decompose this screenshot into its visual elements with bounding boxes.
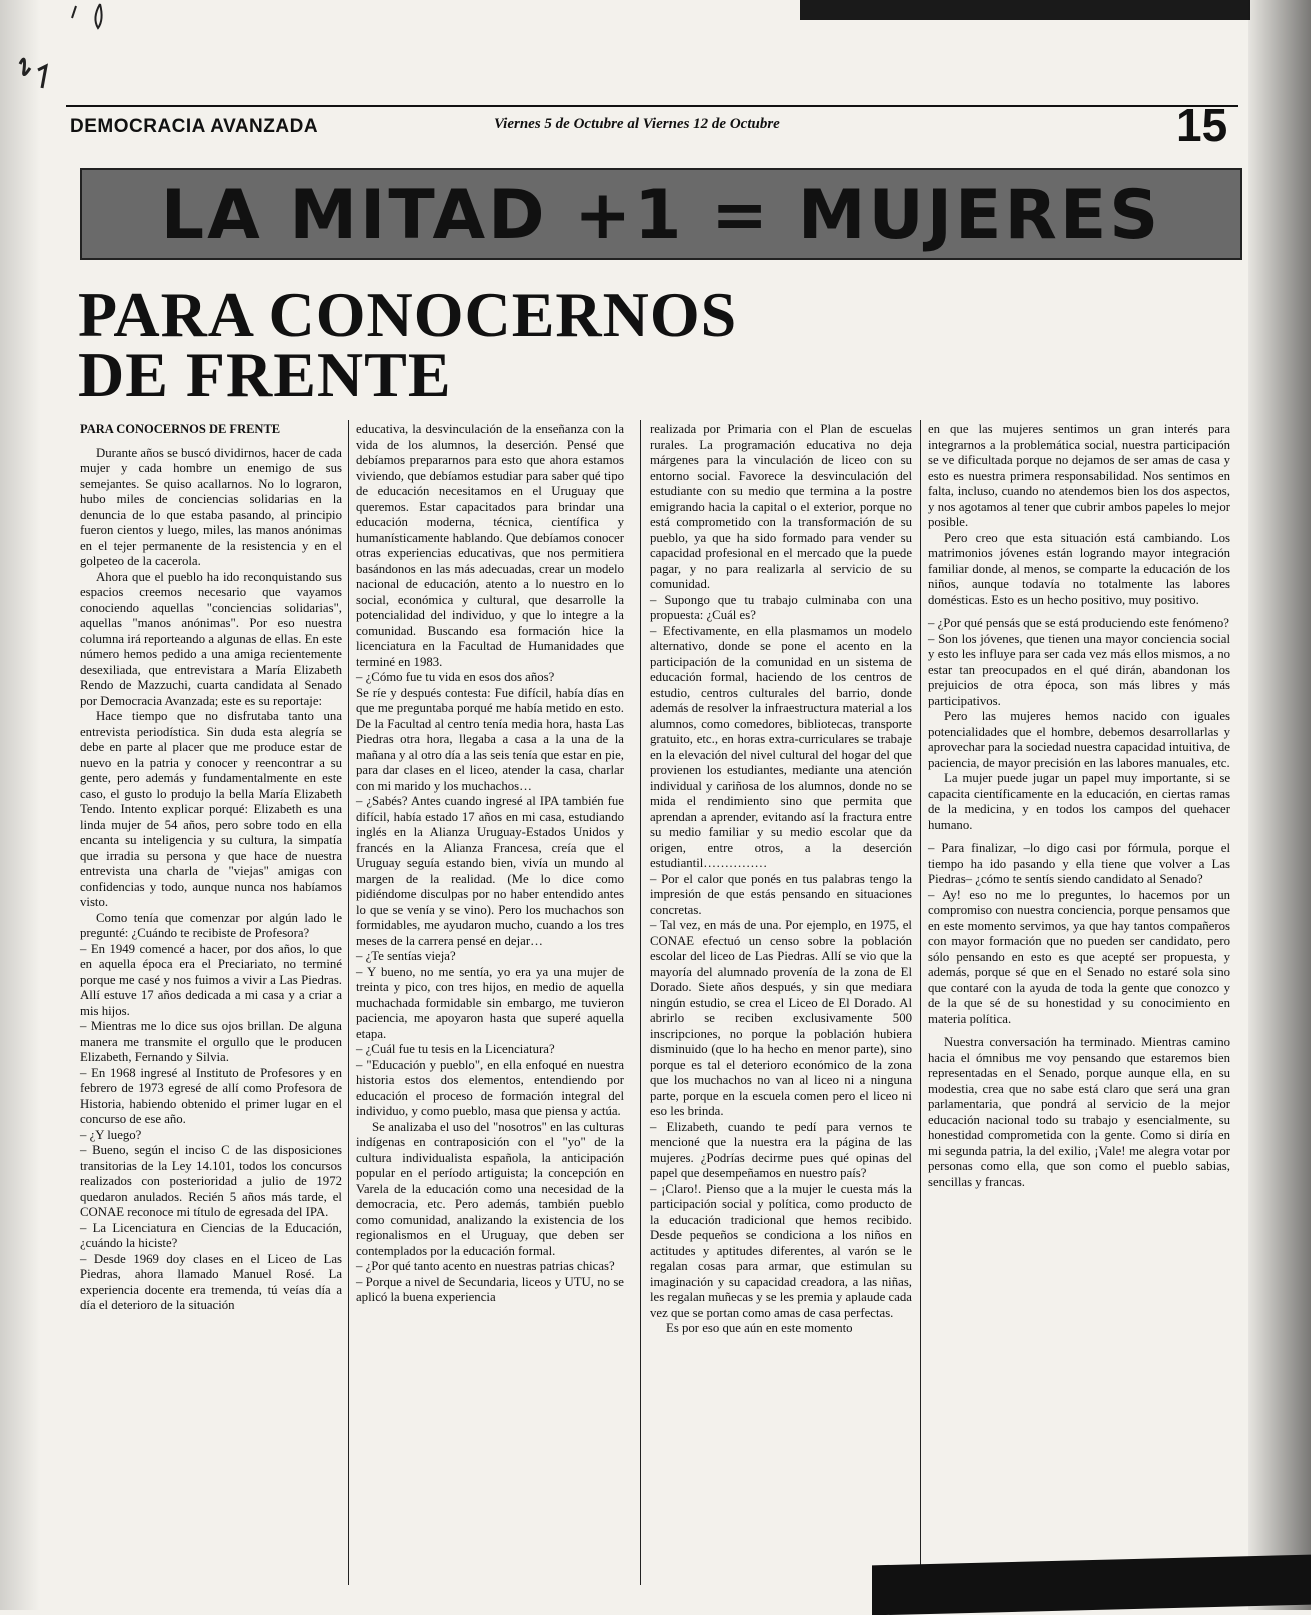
paragraph: – En 1968 ingresé al Instituto de Profesores y en febrero de 1973 egresé de allí como Profesora de Historia, habiendo obtenido el primer lugar en el concurso de ese año. xyxy=(80,1065,342,1126)
paragraph: Hace tiempo que no disfrutaba tanto una entrevista periodística. Sin duda esta alegría se debe en parte al placer que me produce estar de nuevo en la patria y conocer y reencontrar a su gente, pero además y fundamentalmente en este caso, el gusto lo produjo la bella María Elizabeth Tendo. Intento explicar porqué: Elizabeth es una linda mujer de 54 años, pero sobre todo en ella encanta su inteligencia y su cultura, la simpatía que irradia su persona y que hace de nuestra entrevista una charla de "viejas" amigas con confidencias y todo, aunque nunca nos habíamos visto. xyxy=(80,709,342,909)
article-column-3 xyxy=(650,422,912,1337)
paragraph: – ¿Sabés? Antes cuando ingresé al IPA también fue difícil, había estado 17 años en mi casa, estudiando inglés en la Alianza Uruguay-Estados Unidos y francés en la Alianza Francesa, creía que el Uruguay seguía estando bien, vivía un mundo al margen de la realidad. (Me lo dice como pidiéndome disculpas por no haber entendido antes lo que se venía y se vino). Pero los muchachos son formidables, me ayudaron mucho, cuando a los tres meses de la carrera pensé en dejar… xyxy=(356,794,624,948)
paragraph: – Efectivamente, en ella plasmamos un modelo alternativo, donde se pone el acento en la participación de la comunidad en un sistema de educación formal, haciendo de los centros de estudio, centros culturales del barrio, donde además de resolver la infraestructura material a los alumnos, como comedores, bibliotecas, transporte gratuito, etc., en horas extra-curriculares se trabaje en la elevación del nivel cultural del hogar del que provienen los estudiantes, mediante una atención individual y cariñosa de los alumnos, donde no se mida el rendimiento sino que permita que aprendan a aprender, evitando así la fractura entre su medio familiar y su medio escolar que da origen, entre otros, a la deserción estudiantil…………… xyxy=(650,623,912,870)
paragraph: Se analizaba el uso del "nosotros" en las culturas indígenas en contraposición con el "yo" de la cultura individualista española, la anticipación popular en el período artiguista; la concepción en Varela de la educación como una necesidad de la democracia, etc. Pero además, también pueblo como comunidad, analizando la existencia de los regionalismos en el Uruguay, que deben ser contemplados por la educación formal. xyxy=(356,1119,624,1258)
paragraph: – Son los jóvenes, que tienen una mayor conciencia social y esto les influye para ser cada vez más ellos mismos, a no estar tan preocupados en el qué dirán, abandonan los prejuicios de otra época, son más libres y más participativos. xyxy=(928,631,1230,708)
scan-dark-bar xyxy=(872,1555,1311,1615)
paragraph: Es por eso que aún en este momento xyxy=(666,1321,853,1335)
paragraph: – ¿Y luego? xyxy=(80,1127,142,1142)
section-banner xyxy=(80,168,1242,260)
paragraph: – Por el calor que ponés en tus palabras tengo la impresión de que estás pensando en situaciones concretas. xyxy=(650,871,912,917)
scan-dark-strip xyxy=(800,0,1250,20)
paragraph: – Ay! eso no me lo preguntes, lo hacemos por un compromiso con nuestra conciencia, porque pensamos que en este momento servimos, ya que hay tantos compañeros con mayor formación que no pueden ser candidato, pero sólo pensando en esto es que acepté ser propuesta, y además, porque sé que en el Senado no estaré sola sino que contaré con la ayuda de toda la gente que conozco y de la que sé de su honestidad y su conocimiento en materia política. xyxy=(928,887,1230,1026)
article-subhead: PARA CONOCERNOS DE FRENTE xyxy=(80,422,281,436)
paragraph: – En 1949 comencé a hacer, por dos años, lo que en aquella época era el Preciariato, no terminé porque me casé y nos fuimos a vivir a Las Piedras. Allí estuve 17 años dedicada a mi casa y a criar a mis hijos. xyxy=(80,941,342,1018)
issue-date: Viernes 5 de Octubre al Viernes 12 de Octubre xyxy=(494,116,780,132)
paragraph: La mujer puede jugar un papel muy importante, si se capacita científicamente en la educación, en ciertas ramas de la medicina, y en todos los campos del quehacer humano. xyxy=(928,771,1230,832)
paragraph: – Desde 1969 doy clases en el Liceo de Las Piedras, ahora llamado Manuel Rosé. La experiencia docente era tremenda, tú veías día a día el deterioro de la situación xyxy=(80,1251,342,1312)
paragraph: – Tal vez, en más de una. Por ejemplo, en 1975, el CONAE efectuó un censo sobre la población escolar del liceo de Las Piedras. Allí se vio que la mayoría del alumnado provenía de la zona de El Dorado. Siete años después, y sin que mediara ningún estudio, se crea el Liceo de El Dorado. Al abrirlo se reciben exclusivamente 500 inscripciones, no porque la población hubiera disminuido (que lo ha hecho en menor parte), sino porque es tal el deterioro económico de la zona que los muchachos no van al liceo ni a ninguna parte, porque en la escuela comen pero el liceo ni eso les brinda. xyxy=(650,918,912,1118)
paragraph: realizada por Primaria con el Plan de escuelas rurales. La programación educativa no deja márgenes para la vinculación de liceo con su entorno social. Favorece la desvinculación del estudiante con su medio que termina a la postre emigrando hacia la capital o el exterior, porque no está comprometido con la transformación de su pueblo, ya que ha sido formado para vender su capacidad profesional en el mercado que la puede pagar, y no para realizarla al servicio de su comunidad. xyxy=(650,422,912,591)
page-number: 15 xyxy=(1176,99,1228,151)
paragraph: en que las mujeres sentimos un gran interés para integrarnos a la problemática social, nuestra participación se ve dificultada porque no dejamos de ser amas de casa y esto es nuestra primera responsabilidad. Nos sentimos en falta, incluso, cuando no atendemos bien los dos aspectos, y nos agotamos al tener que cubrir ambos papeles lo mejor posible. xyxy=(928,422,1230,529)
paragraph: – La Licenciatura en Ciencias de la Educación, ¿cuándo la hiciste? xyxy=(80,1220,342,1250)
section-banner-title: LA MITAD +1 = MUJERES xyxy=(160,176,1162,255)
paragraph: – Elizabeth, cuando te pedí para vernos te mencioné que la nuestra era la página de las mujeres. ¿Podrías decirme pues qué opinas del papel que desempeñamos en nuestro país? xyxy=(650,1119,912,1180)
paragraph: Nuestra conversación ha terminado. Mientras camino hacia el ómnibus me voy pensando que estaremos bien representadas en el Senado, porque aunque ella, en su modestia, crea que no sabe está claro que será una gran parlamentaria, que pondrá al servicio de la mejor educación nacional todo su trabajo y esencialmente, su honestidad comprometida con la gente. Como si diría en mi segunda patria, la del exilio, ¡Vale! me alegra votar por personas como ella, que son como el pueblo sabias, sencillas y francas. xyxy=(928,1035,1230,1189)
paragraph: Se ríe y después contesta: Fue difícil, había días en que me preguntaba porqué me había metido en esto. De la Facultad al centro tenía media hora, hasta Las Piedras otra hora, llegaba a casa a la una de la mañana y al otro día a las seis tenía que estar en pie, para dar clases en el liceo, atender la casa, charlar con mi marido y los muchachos… xyxy=(356,685,624,793)
paragraph: Ahora que el pueblo ha ido reconquistando sus espacios creemos necesario que vayamos conociendo aquellas "conciencias solidarias", aquellas "manos anónimas". Por eso nuestra columna irá reporteando a algunas de ellas. En este número hemos pedido a una amiga recientemente desexiliada, que entrevistara a María Elizabeth Rendo de Mazzuchi, cuarta candidata al Senado por Democracia Avanzada; este es su reportaje: xyxy=(80,569,342,708)
paragraph: – ¿Por qué pensás que se está produciendo este fenómeno? xyxy=(928,616,1229,630)
article-title-line-1: PARA CONOCERNOS xyxy=(78,279,738,350)
paragraph: Como tenía que comenzar por algún lado le pregunté: ¿Cuándo te recibiste de Profesora? xyxy=(80,910,342,940)
handwritten-mark xyxy=(8,0,148,100)
newspaper-name: DEMOCRACIA AVANZADA xyxy=(70,116,319,137)
paragraph: – Porque a nivel de Secundaria, liceos y UTU, no se aplicó la buena experiencia xyxy=(356,1274,624,1304)
paragraph: Pero las mujeres hemos nacido con iguales potencialidades que el hombre, debemos desarrollarlas y aprovechar para la sociedad nuestra capacidad intuitiva, de paciencia, de mayor precisión en las labores manuales, etc. xyxy=(928,709,1230,770)
paragraph: Durante años se buscó dividirnos, hacer de cada mujer y cada hombre un enemigo de sus semejantes. Se quiso acallarnos. No lo lograron, hubo miles de conciencias solidarias en la denuncia de lo que estaba pasando, al principio fueron cientos y luego, miles, las manos anónimas en el tejer permanente de la resistencia y en el golpeteo de la cacerola. xyxy=(80,445,342,568)
paragraph: – ¿Por qué tanto acento en nuestras patrias chicas? xyxy=(356,1259,615,1273)
paragraph: – ¿Te sentías vieja? xyxy=(356,949,456,963)
header-rule xyxy=(66,105,1238,107)
paragraph: – "Educación y pueblo", en ella enfoqué en nuestra historia estos dos elementos, entendiendo por educación el proceso de formación integral del individuo, y como pueblo, masa que piensa y actúa. xyxy=(356,1057,624,1118)
column-divider xyxy=(920,420,921,1585)
paragraph: educativa, la desvinculación de la enseñanza con la vida de los alumnos, la deserción. Pensé que debíamos prepararnos para esto que ahora estamos viviendo, que debíamos estudiar para saber qué tipo de educación necesitamos en el Uruguay que queremos. Estar capacitados para brindar una educación moderna, técnica, científica y humanísticamente hablando. Que debíamos conocer otras experiencias educativas, que nos permitiera basándonos en las más adecuadas, crear un modelo nacional de educación, atento a lo nuestro en lo social, económica y cultural, que desarrolle la potencialidad del individuo, y que lo integre a la comunidad. Buscando esa formación hice la licenciatura en la Facultad de Humanidades que terminé en 1983. xyxy=(356,422,624,669)
paragraph: – Supongo que tu trabajo culminaba con una propuesta: ¿Cuál es? xyxy=(650,592,912,622)
article-column-2 xyxy=(356,422,624,1306)
scan-shadow-left xyxy=(0,0,40,1610)
paragraph: – Y bueno, no me sentía, yo era ya una mujer de treinta y pico, con tres hijos, en medio de aquella muchachada formidable sin embargo, me tuvieron paciencia, me apoyaron hasta que superé aquella etapa. xyxy=(356,964,624,1041)
paragraph: – Bueno, según el inciso C de las disposiciones transitorias de la Ley 14.101, todos los concursos realizados con posterioridad a julio de 1972 quedaron anulados. Recién 5 años más tarde, el CONAE reconoce mi título de egresada del IPA. xyxy=(80,1143,342,1219)
paragraph: – Para finalizar, –lo digo casi por fórmula, porque el tiempo ha ido pasando y ella tiene que volver a Las Piedras– ¿cómo te sentís siendo candidato al Senado? xyxy=(928,841,1230,886)
column-divider xyxy=(348,420,349,1585)
paragraph: – Mientras me lo dice sus ojos brillan. De alguna manera me transmite el orgullo que le producen Elizabeth, Fernando y Silvia. xyxy=(80,1019,342,1064)
paragraph: – ¿Cómo fue tu vida en esos dos años? xyxy=(356,670,555,684)
article-column-4 xyxy=(928,422,1230,1190)
paragraph: – ¿Cuál fue tu tesis en la Licenciatura? xyxy=(356,1042,555,1056)
paragraph: – ¡Claro!. Pienso que a la mujer le cuesta más la participación social y política, como producto de la educación tradicional que hemos recibido. Desde pequeños se condiciona a los niños en actitudes y aptitudes diferentes, al varón se le regalan cosas para armar, que estimulan su imaginación y su capacidad creadora, a las niñas, les regalan muñecas y se les premia y aplaude cada vez que se portan como amas de casa perfectas. xyxy=(650,1181,912,1320)
article-title-line-2: DE FRENTE xyxy=(78,339,452,410)
scan-shadow-right xyxy=(1248,0,1311,1610)
column-divider xyxy=(640,420,641,1585)
paragraph: Pero creo que esta situación está cambiando. Los matrimonios jóvenes están logrando mayor integración familiar donde, al menos, se comparte la educación de los niños, aunque todavía no totalmente las labores domésticas. Esto es un hecho positivo, muy positivo. xyxy=(928,530,1230,607)
article-title xyxy=(78,279,738,410)
article-column-1 xyxy=(80,422,342,1314)
